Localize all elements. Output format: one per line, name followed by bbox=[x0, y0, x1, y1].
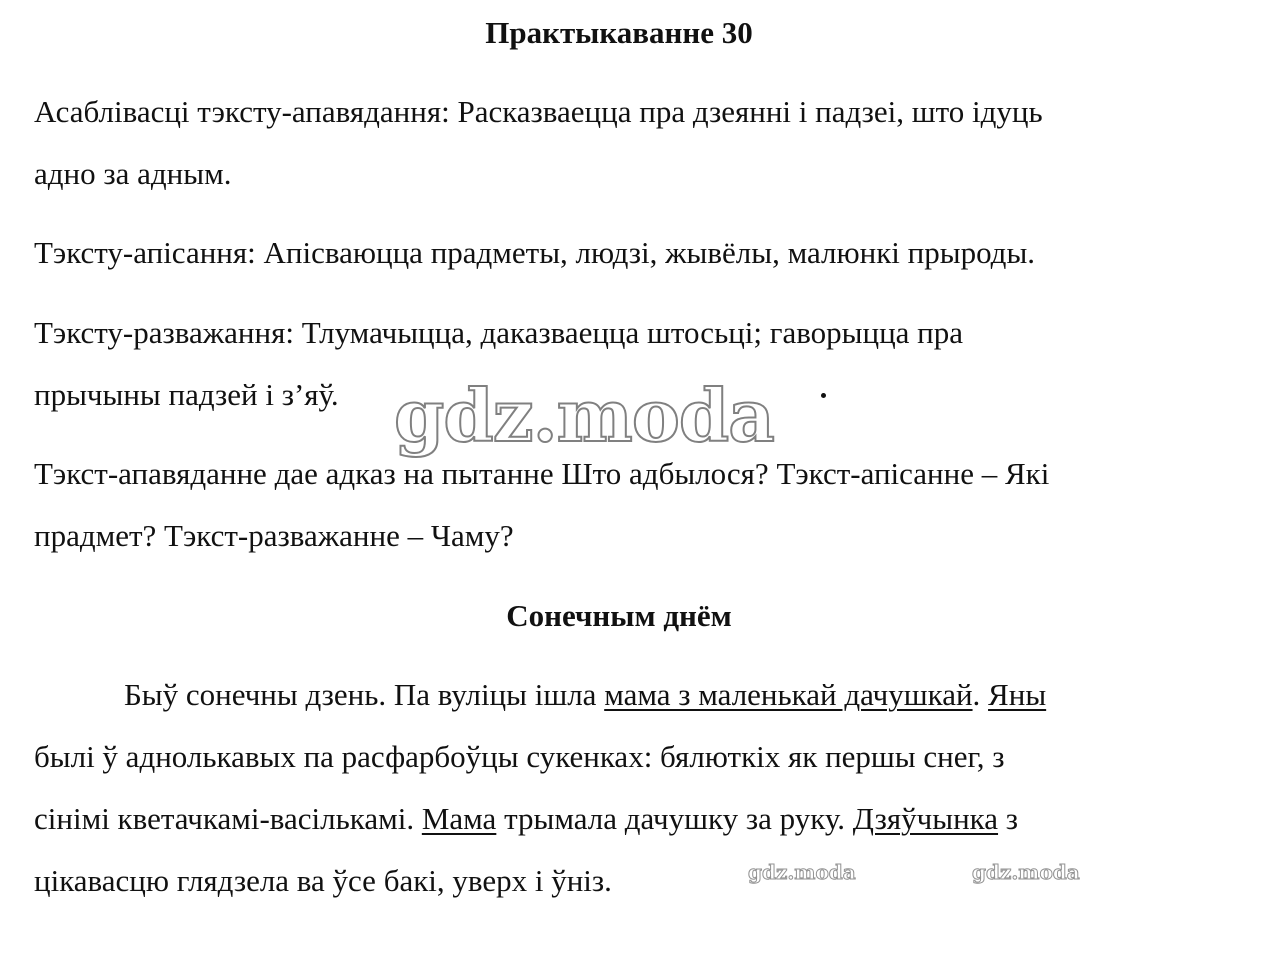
watermark-small-1: gdz.moda bbox=[748, 860, 856, 884]
story-line-4: цікавасцю глядзела ва ўсе бакі, уверх і ўніз. bbox=[34, 863, 612, 898]
paragraph-narrative-line-1: Асаблівасці тэксту-апавядання: Расказваецца пра дзеянні і падзеі, што ідуць bbox=[34, 94, 1043, 129]
paragraph-questions-line-1: Тэкст-апавяданне дае адказ на пытанне Што адбылося? Тэкст-апісанне – Які bbox=[34, 456, 1050, 491]
story-line-3 bbox=[34, 801, 1018, 837]
story-line-2: былі ў аднолькавых па расфарбоўцы сукенках: бялюткіх як першы снег, з bbox=[34, 739, 1005, 774]
story-text: з bbox=[998, 801, 1019, 836]
watermark-small-2: gdz.moda bbox=[972, 860, 1080, 884]
underlined-subject: Дзяўчынка bbox=[852, 801, 999, 836]
paragraph-narrative-line-2: адно за адным. bbox=[34, 156, 232, 191]
paragraph-reasoning-line-2: прычыны падзей і з’яў. bbox=[34, 377, 339, 412]
paragraph-questions-line-2: прадмет? Тэкст-разважанне – Чаму? bbox=[34, 518, 514, 553]
story-line-1 bbox=[124, 677, 1046, 713]
story-text: . bbox=[972, 677, 989, 712]
stray-dot bbox=[821, 393, 826, 398]
story-text: Быў сонечны дзень. Па вуліцы ішла bbox=[124, 677, 605, 712]
page-title: Практыкаванне 30 bbox=[485, 15, 753, 50]
story-heading: Сонечным днём bbox=[506, 598, 732, 633]
story-text: трымала дачушку за руку. bbox=[496, 801, 853, 836]
story-text: сінімі кветачкамі-васількамі. bbox=[34, 801, 422, 836]
watermark-main: gdz.moda bbox=[394, 373, 774, 458]
paragraph-reasoning-line-1: Тэксту-разважання: Тлумачыцца, даказваецца штосьці; гаворыцца пра bbox=[34, 315, 964, 350]
underlined-subject: Яны bbox=[988, 677, 1047, 712]
underlined-subject: мама з маленькай дачушкай bbox=[604, 677, 973, 712]
underlined-subject: Мама bbox=[421, 801, 497, 836]
paragraph-description-line-1: Тэксту-апісання: Апісваюцца прадметы, людзі, жывёлы, малюнкі прыроды. bbox=[34, 235, 1036, 270]
